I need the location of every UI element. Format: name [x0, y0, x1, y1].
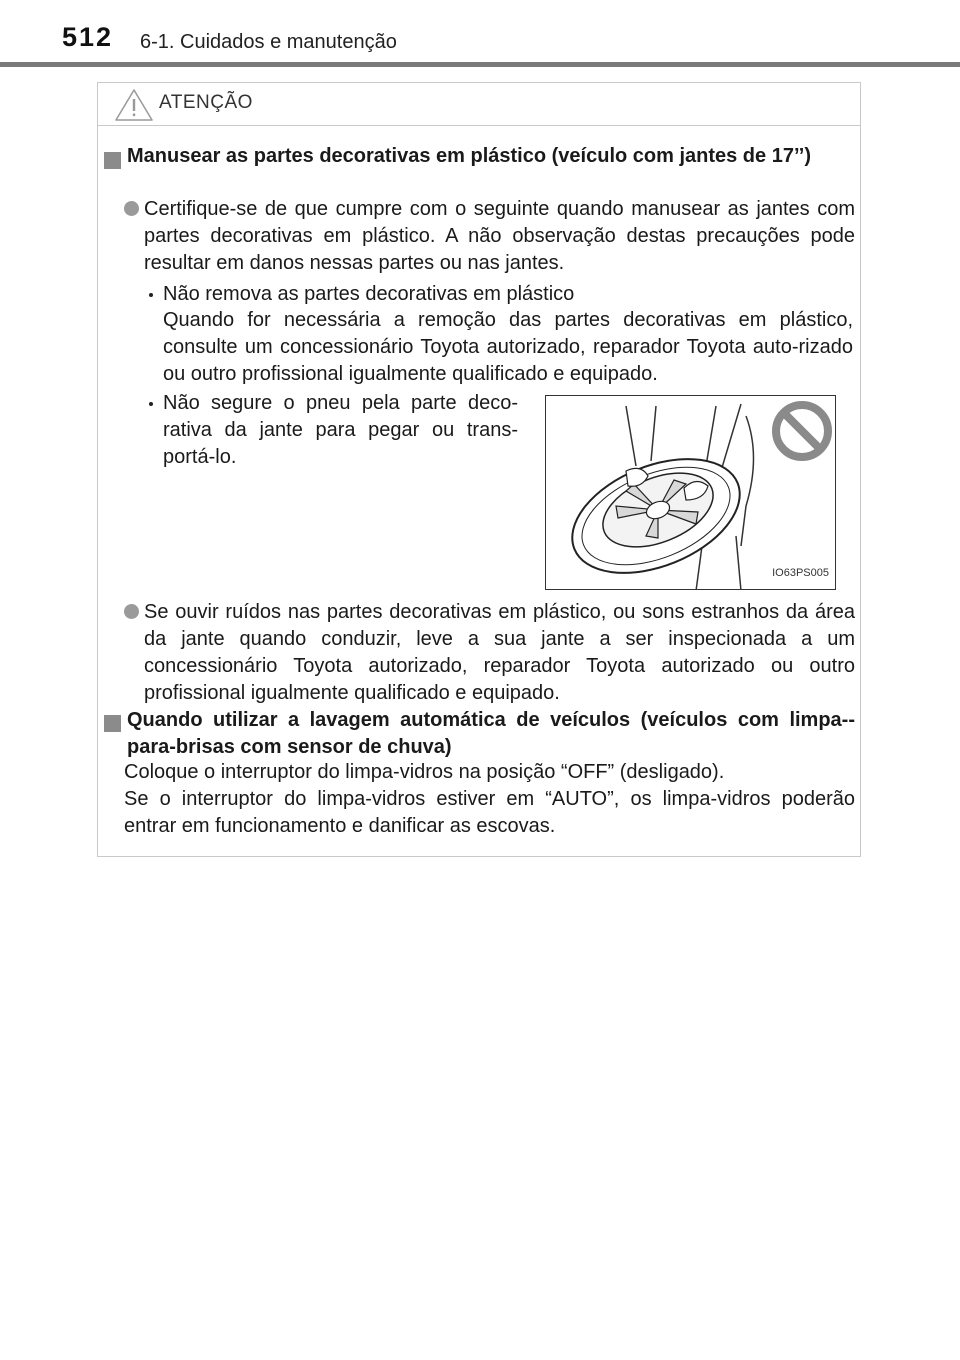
section2-line1: Coloque o interruptor do limpa-vidros na posição “OFF” (desligado).: [124, 761, 725, 783]
warning-label: ATENÇÃO: [159, 92, 253, 113]
bullet1-title: Não remova as partes decorativas em plástico: [163, 283, 575, 305]
bullet-dot-2: [149, 402, 153, 406]
bullet2-text: Não segure o pneu pela parte deco-rativa da jante para pegar ou trans-portá-lo.: [163, 392, 518, 468]
section-marker-1: [104, 152, 121, 169]
section2-line2: Se o interruptor do limpa-vidros estiver em “AUTO”, os limpa-vidros poderão entrar em funcionamento e danificar as escovas.: [124, 788, 855, 837]
circle-bullet-1: [124, 201, 139, 216]
header-rule: [0, 62, 960, 67]
section-title: 6-1. Cuidados e manutenção: [140, 31, 397, 53]
section1-item2: Se ouvir ruídos nas partes decorativas em plástico, ou sons estranhos da área da jante quando conduzir, leve a sua jante a ser inspecionada a um concessionário Toyota autorizado, reparador Toyota autorizado ou outro profissional igualmente qualificado e equipado.: [144, 601, 855, 704]
warning-box: [97, 82, 861, 857]
prohibition-icon: [776, 405, 828, 457]
section1-heading: Manusear as partes decorativas em plástico (veículo com jantes de 17’’): [127, 145, 811, 167]
warning-triangle-icon: [114, 88, 154, 122]
tire-handling-figure: [545, 395, 836, 590]
section-marker-2: [104, 715, 121, 732]
figure-code: IO63PS005: [770, 560, 831, 587]
section1-item1: Certifique-se de que cumpre com o seguinte quando manusear as jantes com partes decorativas em plástico. A não observação destas precauções pode resultar em danos nessas partes ou nas jantes.: [144, 198, 855, 274]
section2-heading: Quando utilizar a lavagem automática de veículos (veículos com limpa--para-brisas com sensor de chuva): [127, 709, 855, 758]
warning-header: [98, 83, 860, 126]
bullet1-text: Quando for necessária a remoção das partes decorativas em plástico, consulte um concessionário Toyota autorizado, reparador Toyota auto-rizado ou outro profissional igualmente qualificado e equipado.: [163, 309, 853, 385]
bullet-dot-1: [149, 293, 153, 297]
page-number: 512: [62, 22, 114, 52]
circle-bullet-2: [124, 604, 139, 619]
